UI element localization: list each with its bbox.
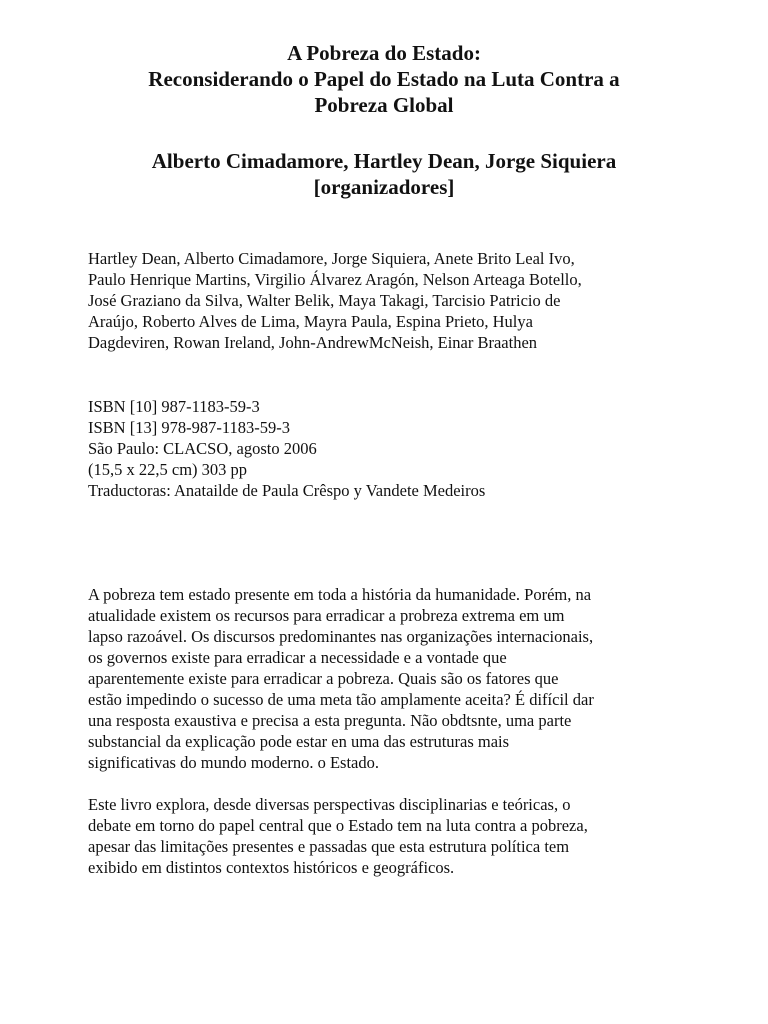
abstract-line: lapso razoável. Os discursos predominantes nas organizações internacionais, <box>88 627 594 646</box>
contributors-line: Dagdeviren, Rowan Ireland, John-AndrewMcNeish, Einar Braathen <box>88 333 538 352</box>
abstract-line: aparentemente existe para erradicar a pobreza. Quais são os fatores que <box>88 669 559 688</box>
abstract-line: os governos existe para erradicar a necessidade e a vontade que <box>88 648 507 667</box>
contributors-line: Hartley Dean, Alberto Cimadamore, Jorge Siquiera, Anete Brito Leal Ivo, <box>88 249 575 268</box>
title-line-1: A Pobreza do Estado: <box>287 41 481 65</box>
contributors-line: José Graziano da Silva, Walter Belik, Maya Takagi, Tarcisio Patricio de <box>88 291 561 310</box>
abstract-line: Este livro explora, desde diversas perspectivas disciplinarias e teóricas, o <box>88 795 571 814</box>
title-line-2: Reconsiderando o Papel do Estado na Luta Contra a <box>148 67 620 91</box>
title-line-3: Pobreza Global <box>314 93 454 117</box>
abstract-line: exibido em distintos contextos históricos e geográficos. <box>88 858 455 877</box>
abstract-line: debate em torno do papel central que o Estado tem na luta contra a pobreza, <box>88 816 588 835</box>
contributors-line: Araújo, Roberto Alves de Lima, Mayra Paula, Espina Prieto, Hulya <box>88 312 533 331</box>
contributors-list <box>88 248 728 353</box>
abstract-line: apesar das limitações presentes e passadas que esta estrutura política tem <box>88 837 570 856</box>
isbn-13: ISBN [13] 978-987-1183-59-3 <box>88 418 290 437</box>
publisher-line: São Paulo: CLACSO, agosto 2006 <box>88 439 317 458</box>
contributors-line: Paulo Henrique Martins, Virgilio Álvarez Aragón, Nelson Arteaga Botello, <box>88 270 582 289</box>
organizers-block <box>0 148 768 200</box>
abstract-line: A pobreza tem estado presente em toda a história da humanidade. Porém, na <box>88 585 592 604</box>
translators-line: Traductoras: Anatailde de Paula Crêspo y Vandete Medeiros <box>88 481 486 500</box>
organizers-names: Alberto Cimadamore, Hartley Dean, Jorge Siquiera <box>151 149 617 173</box>
abstract-line: significativas do mundo moderno. o Estado. <box>88 753 379 772</box>
book-title <box>0 40 768 118</box>
abstract-line: substancial da explicação pode estar en uma das estruturas mais <box>88 732 510 751</box>
abstract-line: estão impedindo o sucesso de uma meta tão amplamente aceita? É difícil dar <box>88 690 594 709</box>
abstract-line: una resposta exaustiva e precisa a esta pregunta. Não obdtsnte, uma parte <box>88 711 572 730</box>
organizers-role: [organizadores] <box>313 175 455 199</box>
publication-info <box>88 396 728 501</box>
abstract-paragraph-2 <box>88 794 728 878</box>
format-line: (15,5 x 22,5 cm) 303 pp <box>88 460 248 479</box>
isbn-10: ISBN [10] 987-1183-59-3 <box>88 397 260 416</box>
abstract-line: atualidade existem os recursos para erradicar a probreza extrema em um <box>88 606 565 625</box>
abstract-paragraph-1 <box>88 584 728 773</box>
